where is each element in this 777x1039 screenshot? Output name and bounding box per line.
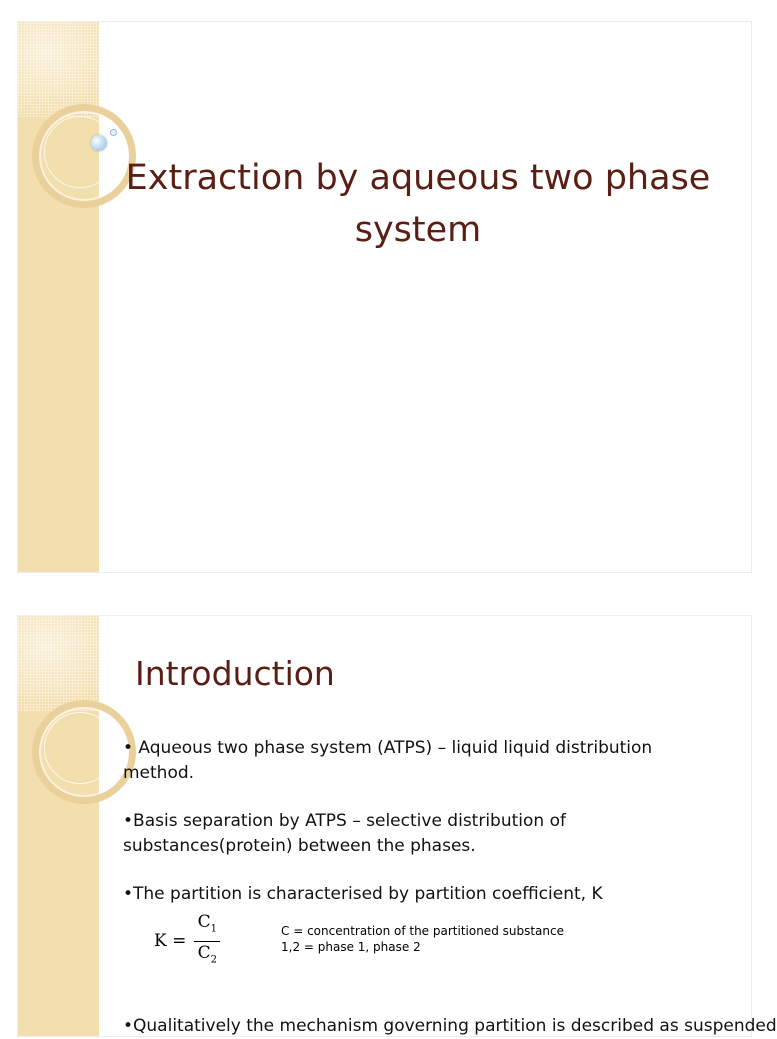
slide-heading: Introduction: [135, 654, 335, 693]
partition-coefficient-formula: [154, 912, 220, 970]
formula-numerator: $C_1$: [197, 912, 218, 935]
decorative-sidebar: [18, 616, 99, 1036]
bullet-partition-coefficient: •The partition is characterised by partition coefficient, K: [123, 884, 603, 904]
formula-denominator: $C_2$: [197, 942, 218, 965]
bullet-partition-mechanism: •Qualitatively the mechanism governing partition is described as suspended: [123, 1016, 777, 1036]
formula-note: 1,2 = phase 1, phase 2: [281, 940, 421, 954]
formula-legend: [281, 923, 564, 955]
small-bubble-icon: [110, 129, 117, 136]
bullet-atps-definition: • Aqueous two phase system (ATPS) – liquid liquid distribution method.: [123, 738, 653, 783]
slide-title: Extraction by aqueous two phase system: [125, 158, 711, 250]
ring-inner-icon: [44, 712, 116, 784]
formula-lhs: K =: [154, 931, 187, 951]
slide-2: [18, 616, 777, 1036]
formula-fraction: [194, 911, 220, 971]
ring-inner-icon: [44, 116, 116, 188]
slide-1: [18, 22, 751, 572]
bullet-separation-basis: •Basis separation by ATPS – selective distribution of substances(protein) between the phases.: [123, 811, 566, 856]
bubble-icon: [91, 135, 107, 151]
formula-note: C = concentration of the partitioned substance: [281, 924, 564, 938]
